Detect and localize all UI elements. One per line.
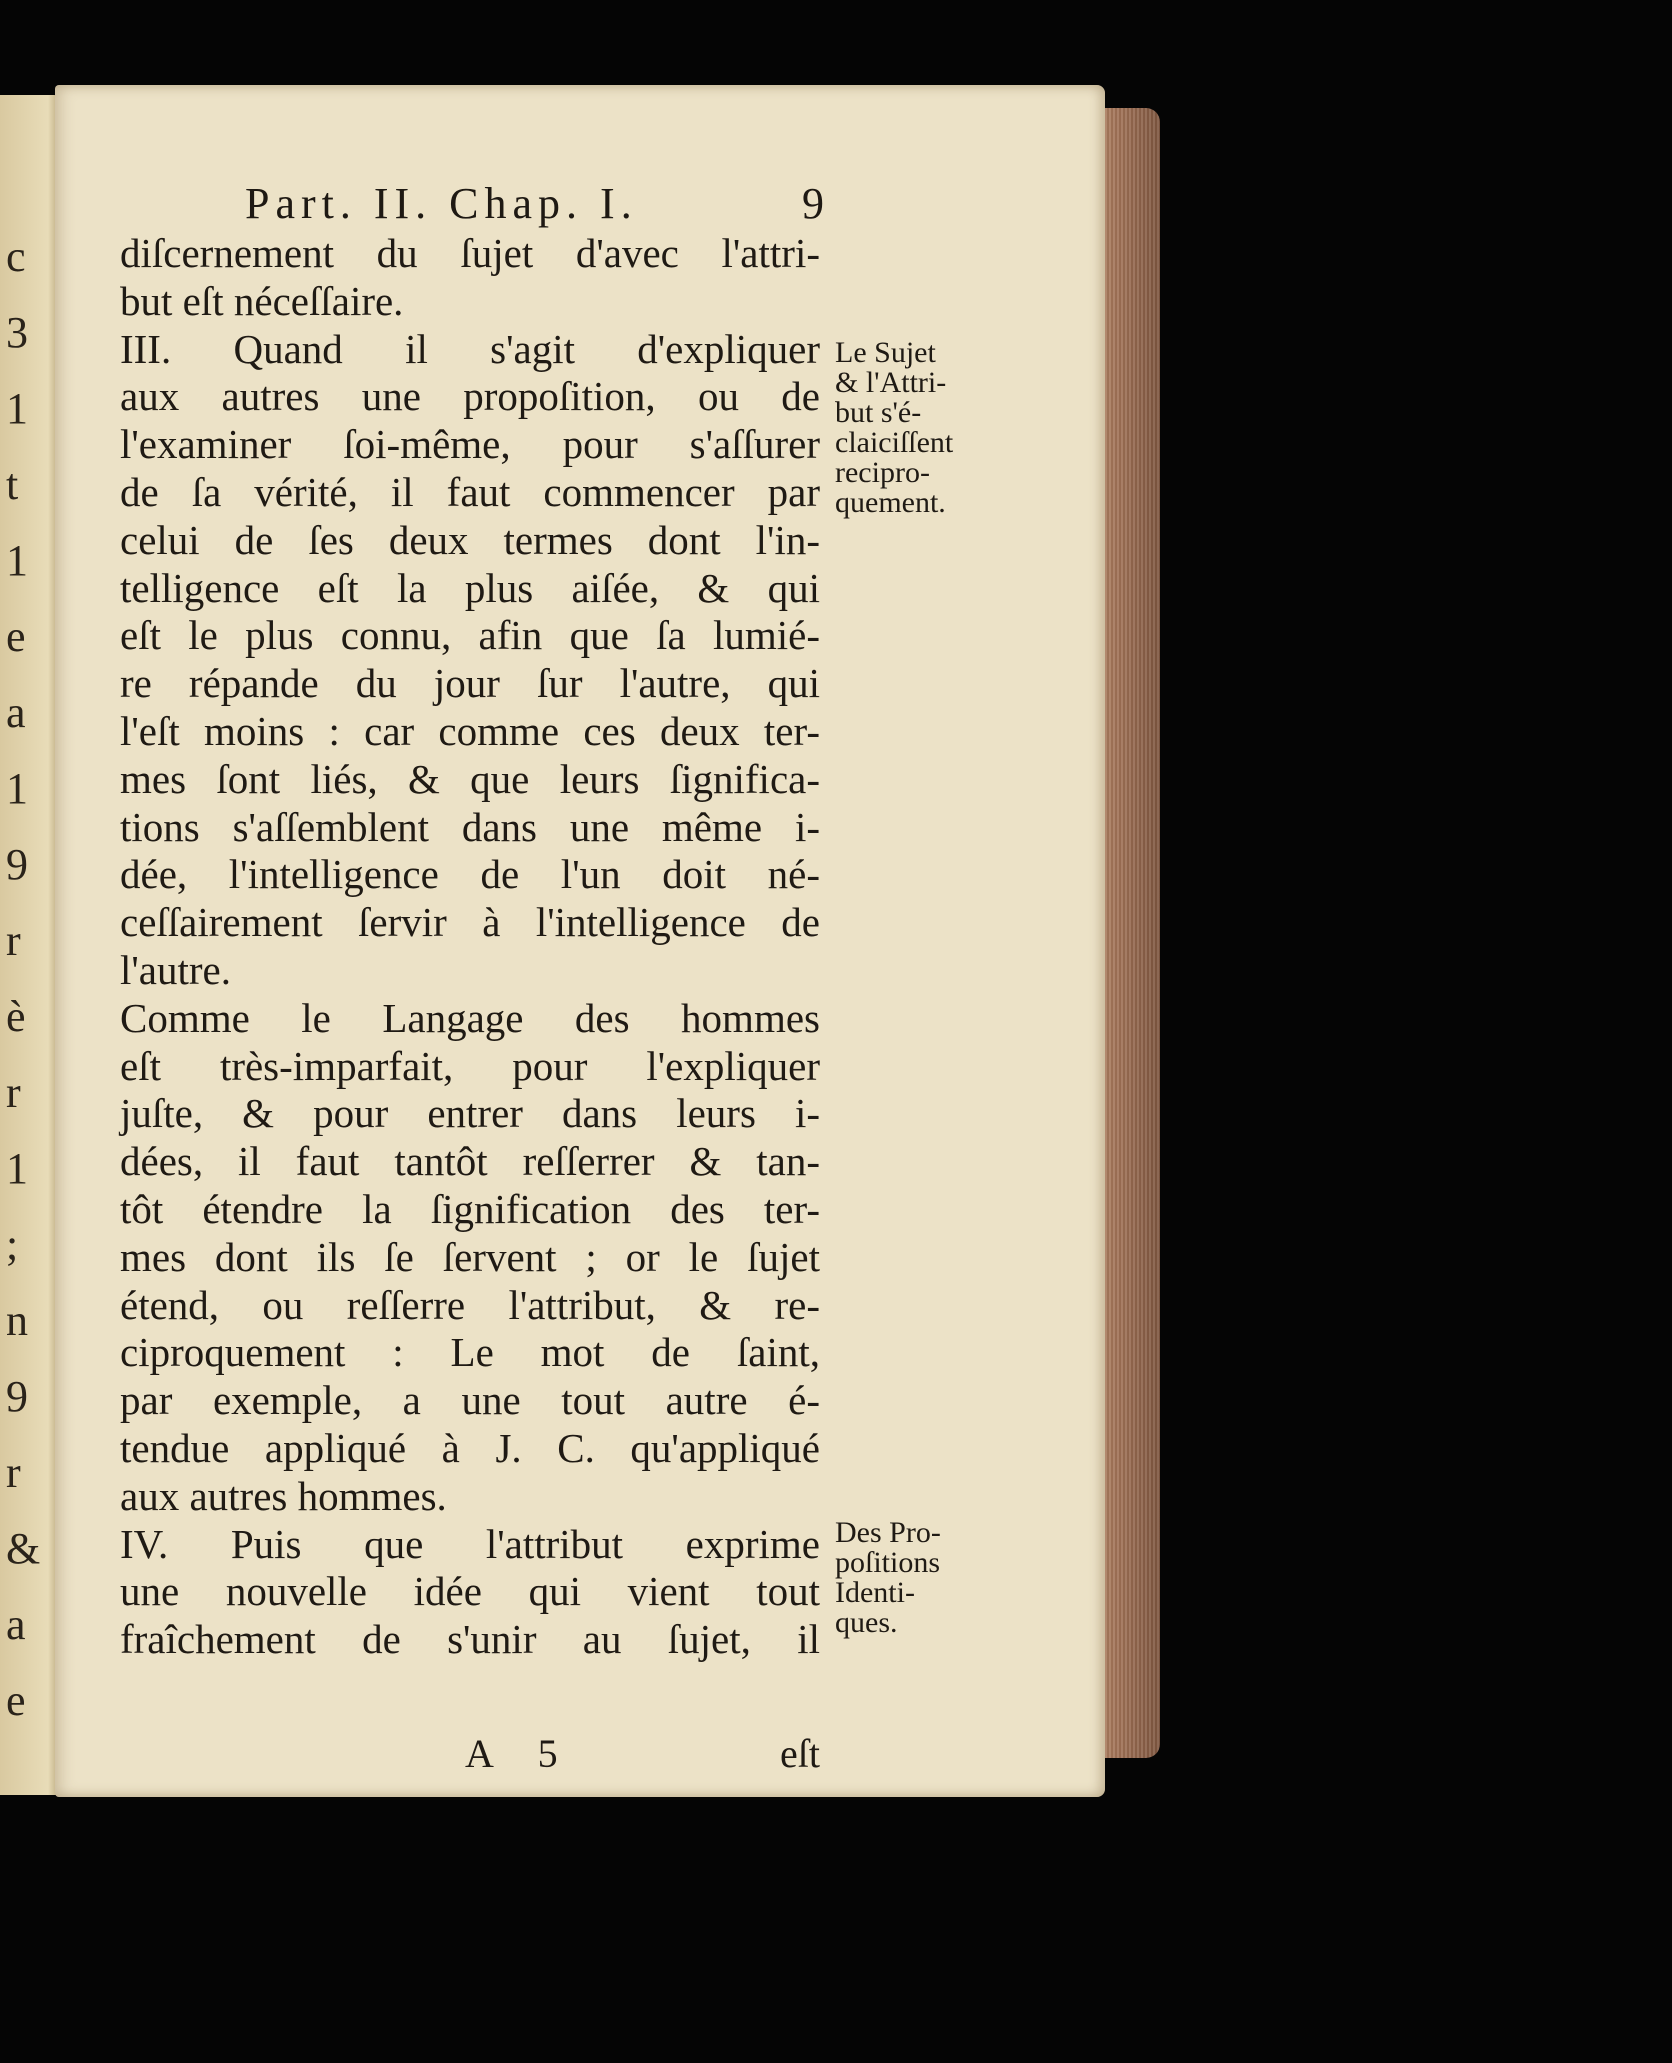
previous-page-fragment: 1 bbox=[6, 384, 28, 433]
signature-mark: A 5 bbox=[465, 1731, 576, 1776]
previous-page-fragment: 1 bbox=[6, 764, 28, 813]
margin-note-line: poſitions bbox=[835, 1546, 941, 1579]
text-line: aux autres hommes. bbox=[120, 1472, 447, 1519]
text-line: Comme le Langage des hommes bbox=[120, 994, 820, 1041]
text-line: eſt le plus connu, afin que ſa lumié- bbox=[120, 612, 820, 659]
previous-page-fragment: 9 bbox=[6, 1372, 28, 1421]
previous-page-fragment: 3 bbox=[6, 308, 28, 357]
margin-note-sujet-attribut bbox=[835, 338, 995, 518]
text-line: tions s'aſſemblent dans une même i- bbox=[120, 803, 820, 850]
previous-page-fragment: e bbox=[6, 612, 26, 661]
previous-page-fragment: 1 bbox=[6, 1144, 28, 1193]
margin-note-propositions-identiques bbox=[835, 1518, 995, 1638]
page-footer bbox=[120, 1730, 820, 1780]
running-head-title: Part. II. Chap. I. bbox=[245, 179, 638, 228]
text-line: juſte, & pour entrer dans leurs i- bbox=[120, 1090, 820, 1137]
text-line: fraîchement de s'unir au ſujet, il bbox=[120, 1616, 820, 1663]
text-line: l'eſt moins : car comme ces deux ter- bbox=[120, 707, 820, 754]
text-line: dée, l'intelligence de l'un doit né- bbox=[120, 851, 820, 898]
previous-page-edge bbox=[0, 95, 60, 1795]
text-line: aux autres une propoſition, ou de bbox=[120, 373, 820, 420]
text-line: celui de ſes deux termes dont l'in- bbox=[120, 516, 820, 563]
text-line: étend, ou reſſerre l'attribut, & re- bbox=[120, 1281, 820, 1328]
previous-page-fragment: a bbox=[6, 1600, 26, 1649]
text-line: diſcernement du ſujet d'avec l'attri- bbox=[120, 230, 820, 276]
text-line: eſt très-imparfait, pour l'expliquer bbox=[120, 1042, 820, 1089]
text-line: III. Quand il s'agit d'expliquer bbox=[120, 325, 820, 372]
previous-page-fragment: n bbox=[6, 1296, 28, 1345]
margin-note-line: Identi- bbox=[835, 1576, 915, 1609]
text-line: mes ſont liés, & que leurs ſignifica- bbox=[120, 755, 820, 802]
previous-page-fragment: r bbox=[6, 1068, 21, 1117]
text-line: ceſſairement ſervir à l'intelligence de bbox=[120, 899, 820, 946]
text-line: ciproquement : Le mot de ſaint, bbox=[120, 1329, 820, 1376]
text-line: de ſa vérité, il faut commencer par bbox=[120, 468, 820, 515]
previous-page-fragment: & bbox=[6, 1524, 41, 1573]
margin-note-line: & l'Attri- bbox=[835, 366, 947, 399]
previous-page-fragment: 1 bbox=[6, 536, 28, 585]
page-number: 9 bbox=[802, 179, 830, 228]
previous-page-fragment: a bbox=[6, 688, 26, 737]
main-text-block bbox=[120, 230, 820, 1664]
margin-note-line: Des Pro- bbox=[835, 1516, 941, 1549]
text-line: tendue appliqué à J. C. qu'appliqué bbox=[120, 1424, 820, 1471]
text-line: IV. Puis que l'attribut exprime bbox=[120, 1520, 820, 1567]
margin-note-line: claiciſſent bbox=[835, 426, 954, 459]
text-line: l'examiner ſoi-même, pour s'aſſurer bbox=[120, 421, 820, 468]
running-head bbox=[245, 178, 830, 238]
previous-page-fragment: c bbox=[6, 232, 26, 281]
text-line: par exemple, a une tout autre é- bbox=[120, 1377, 820, 1424]
catchword: eſt bbox=[780, 1731, 820, 1776]
text-line: tôt étendre la ſignification des ter- bbox=[120, 1185, 820, 1232]
previous-page-fragment: r bbox=[6, 1448, 21, 1497]
text-line: telligence eſt la plus aiſée, & qui bbox=[120, 564, 820, 611]
text-line: l'autre. bbox=[120, 946, 231, 993]
text-line: dées, il faut tantôt reſſerrer & tan- bbox=[120, 1138, 820, 1185]
margin-note-line: ques. bbox=[835, 1606, 898, 1639]
text-line: re répande du jour ſur l'autre, qui bbox=[120, 660, 820, 707]
text-line: une nouvelle idée qui vient tout bbox=[120, 1568, 820, 1615]
previous-page-fragment: e bbox=[6, 1676, 26, 1725]
previous-page-fragment: è bbox=[6, 992, 26, 1041]
text-line: mes dont ils ſe ſervent ; or le ſujet bbox=[120, 1233, 820, 1280]
margin-note-line: recipro- bbox=[835, 456, 930, 489]
previous-page-fragment: 9 bbox=[6, 840, 28, 889]
margin-note-line: quement. bbox=[835, 486, 946, 519]
margin-note-line: but s'é- bbox=[835, 396, 922, 429]
previous-page-fragment: ; bbox=[6, 1220, 19, 1269]
text-line: but eſt néceſſaire. bbox=[120, 277, 404, 324]
margin-note-line: Le Sujet bbox=[835, 336, 936, 369]
previous-page-fragment: t bbox=[6, 460, 19, 509]
previous-page-fragment: r bbox=[6, 916, 21, 965]
